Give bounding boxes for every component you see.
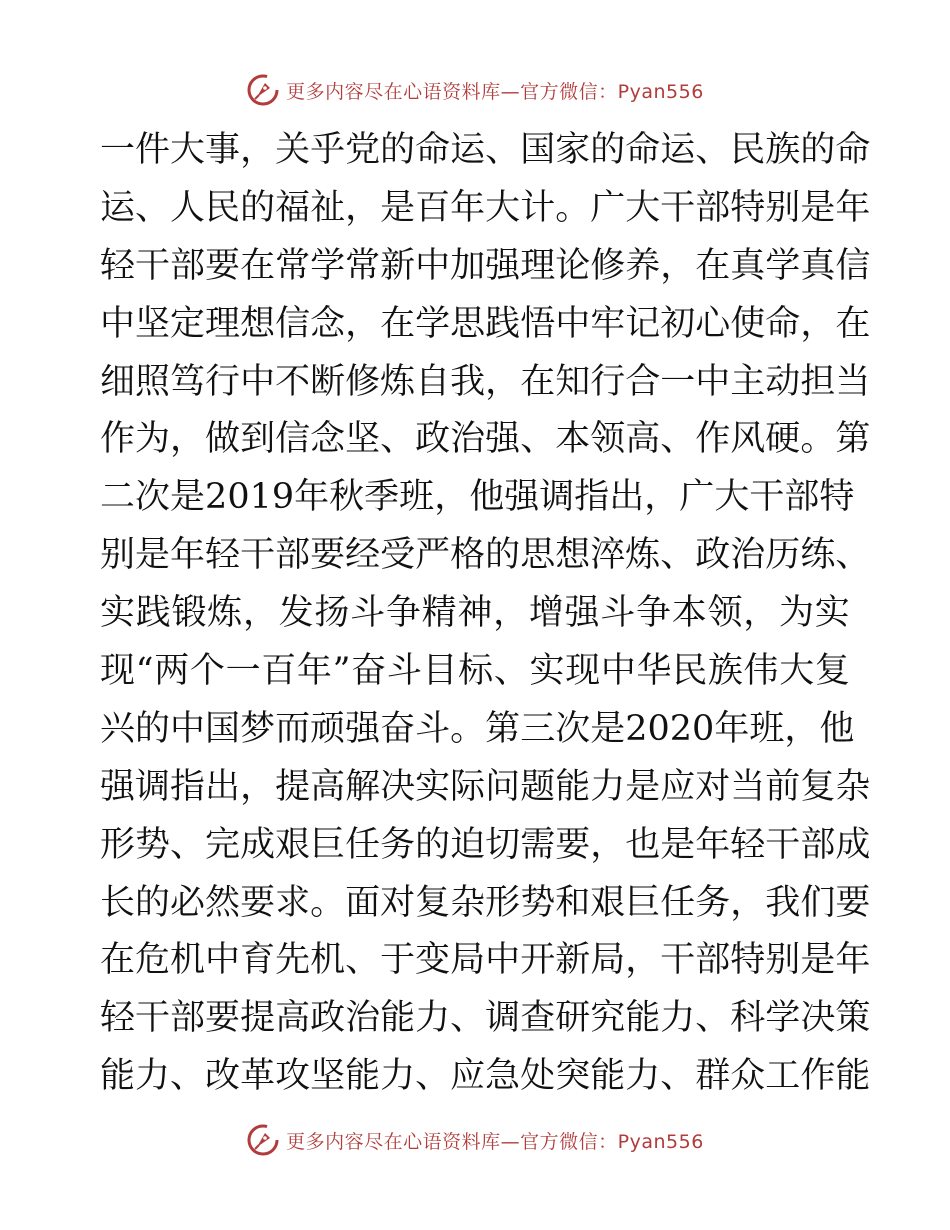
text-line: 运 、 人 民 的 福 祉 ， 是 百 年 大 计 。 广 大 干 部 特 别 是 年 bbox=[100, 187, 871, 228]
text-line: 轻 干 部 要 提 高 政 治 能 力 、 调 查 研 究 能 力 、 科 学 决 策 bbox=[100, 998, 871, 1039]
text-line: 兴 的 中 国 梦 而 顽 强 奋 斗 。 第 三 次 是 2020 年 班 ， 他 bbox=[100, 708, 855, 749]
header-watermark bbox=[0, 70, 950, 110]
text-line: 在 危 机 中 育 先 机 、 于 变 局 中 开 新 局 ， 干 部 特 别 是 年 bbox=[100, 940, 871, 981]
footer-watermark-text: 更多内容尽在心语资料库—官方微信：Pyan556 bbox=[286, 1130, 704, 1153]
text-line: 作 为 ， 做 到 信 念 坚 、 政 治 强 、 本 领 高 、 作 风 硬 。 第 bbox=[100, 419, 871, 460]
text-line: 实 践 锻 炼 ， 发 扬 斗 争 精 神 ， 增 强 斗 争 本 领 ， 为 实 bbox=[100, 593, 850, 634]
text-line: 一 件 大 事 ， 关 乎 党 的 命 运 、 国 家 的 命 运 、 民 族 的 命 bbox=[100, 130, 871, 170]
text-line: 长 的 必 然 要 求 。 面 对 复 杂 形 势 和 艰 巨 任 务 ， 我 们 要 bbox=[100, 882, 871, 923]
footer-watermark bbox=[0, 1120, 950, 1160]
text-line: 别 是 年 轻 干 部 要 经 受 严 格 的 思 想 淬 炼 、 政 治 历 练 、 bbox=[100, 535, 871, 576]
text-line: 能 力 、 改 革 攻 坚 能 力 、 应 急 处 突 能 力 、 群 众 工 作 能 bbox=[100, 1056, 871, 1097]
text-line: 细 照 笃 行 中 不 断 修 炼 自 我 ， 在 知 行 合 一 中 主 动 担 当 bbox=[100, 361, 871, 402]
text-line: 形 势 、 完 成 艰 巨 任 务 的 迫 切 需 要 ， 也 是 年 轻 干 部 成 bbox=[100, 824, 871, 865]
pen-nib-logo-icon bbox=[246, 73, 280, 107]
pen-nib-logo-icon bbox=[246, 1123, 280, 1157]
text-line: 中 坚 定 理 想 信 念 ， 在 学 思 践 悟 中 牢 记 初 心 使 命 ， 在 bbox=[100, 303, 871, 344]
text-line: 二 次 是 2019 年 秋 季 班 ， 他 强 调 指 出 ， 广 大 干 部 特 bbox=[100, 477, 855, 518]
text-line: 强 调 指 出 ， 提 高 解 决 实 际 问 题 能 力 是 应 对 当 前 复 杂 bbox=[100, 766, 871, 807]
header-watermark-text: 更多内容尽在心语资料库—官方微信：Pyan556 bbox=[286, 80, 704, 103]
document-body bbox=[100, 122, 871, 1106]
text-line: 现 “ 两 个 一 百 年 ” 奋 斗 目 标 、 实 现 中 华 民 族 伟 大 复 bbox=[100, 651, 850, 692]
text-line: 轻 干 部 要 在 常 学 常 新 中 加 强 理 论 修 养 ， 在 真 学 真 信 bbox=[100, 245, 871, 286]
